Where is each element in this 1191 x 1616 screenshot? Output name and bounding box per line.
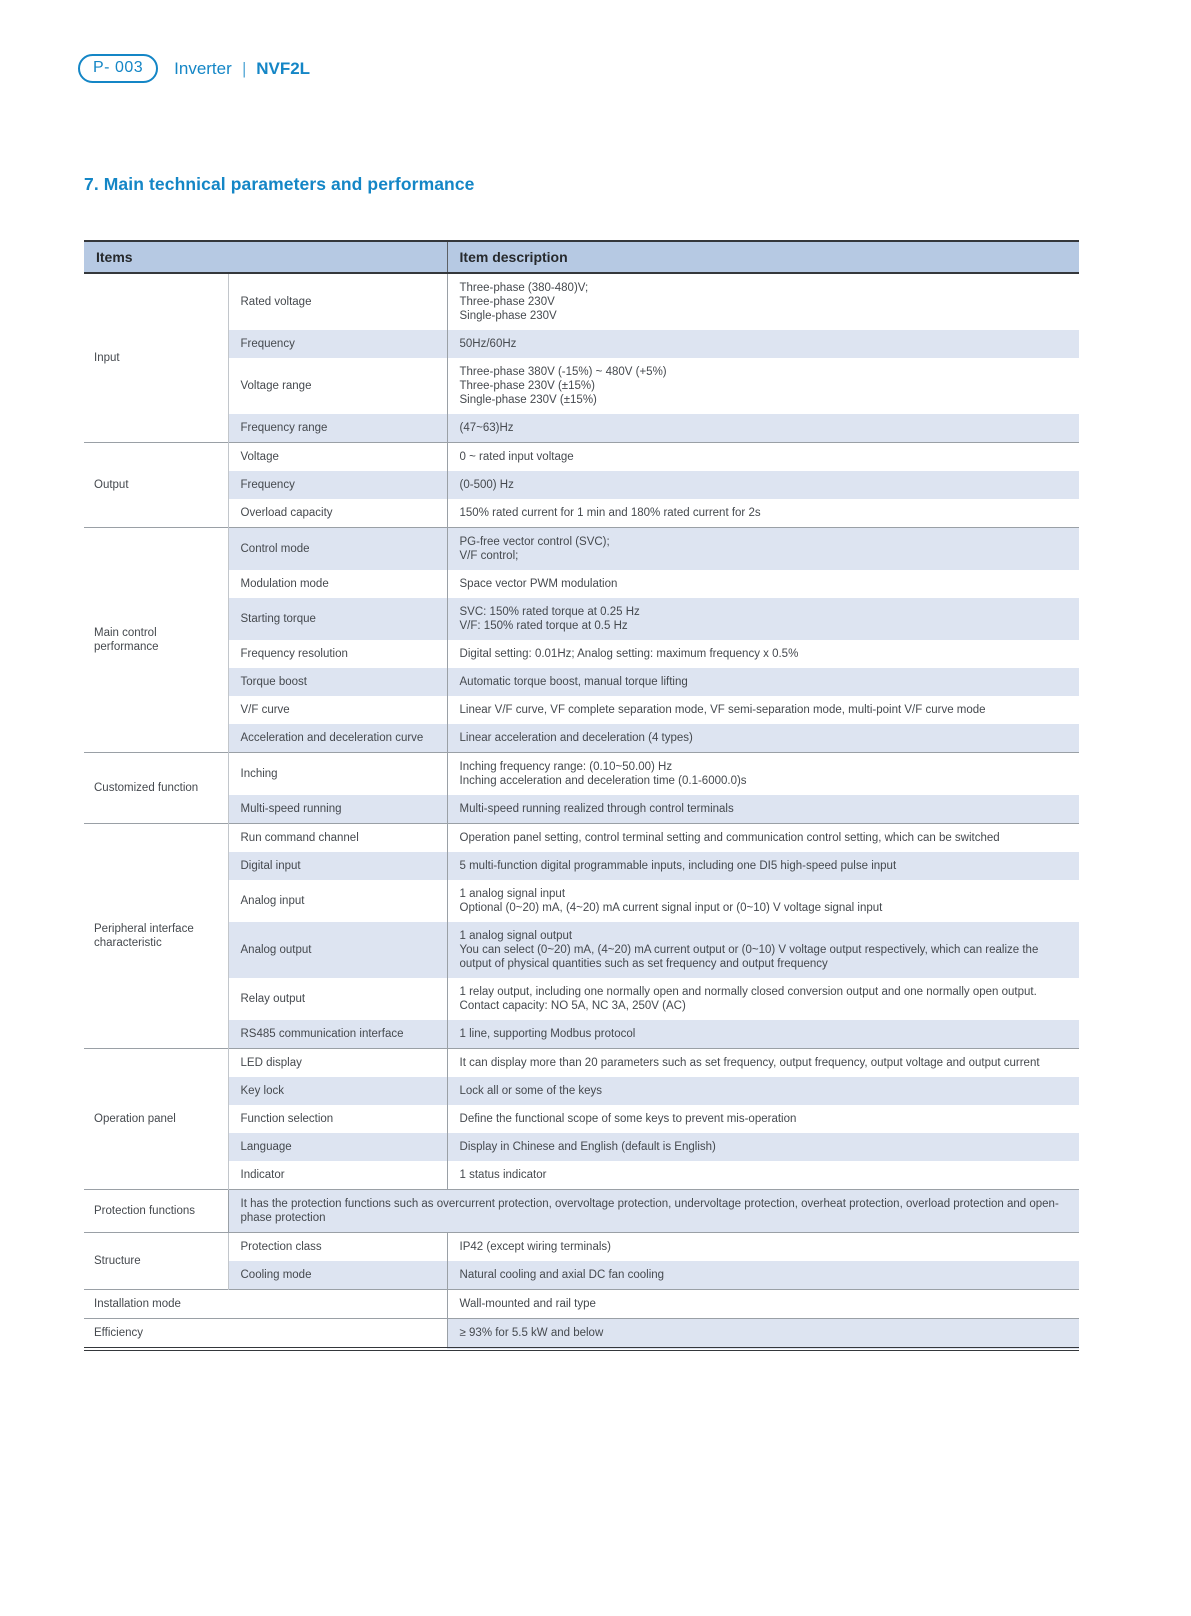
description-line: Contact capacity: NO 5A, NC 3A, 250V (AC) xyxy=(459,1000,686,1012)
spec-item: Analog output xyxy=(228,922,447,978)
page-header xyxy=(78,54,310,83)
table-row xyxy=(84,922,1079,978)
description-line: ≥ 93% for 5.5 kW and below xyxy=(459,1327,604,1339)
table-row xyxy=(84,724,1079,753)
description-line: Digital setting: 0.01Hz; Analog setting: maximum frequency x 0.5% xyxy=(459,648,799,660)
description-line: Inching acceleration and deceleration time (0.1-6000.0)s xyxy=(459,775,747,787)
description-line: Define the functional scope of some keys to prevent mis-operation xyxy=(459,1113,797,1125)
spec-description xyxy=(447,1105,1079,1133)
product-breadcrumb xyxy=(174,59,310,79)
spec-description xyxy=(447,273,1079,330)
spec-description xyxy=(447,922,1079,978)
description-line: 1 status indicator xyxy=(459,1169,547,1181)
group-label: Structure xyxy=(84,1233,228,1290)
description-line: Operation panel setting, control terminal setting and communication control setting, which can be switched xyxy=(459,832,1000,844)
description-line: PG-free vector control (SVC); xyxy=(459,536,610,548)
description-line: Three-phase 230V xyxy=(459,296,555,308)
table-row xyxy=(84,753,1079,796)
table-row xyxy=(84,528,1079,571)
description-line: (0-500) Hz xyxy=(459,479,514,491)
separator-bar: | xyxy=(242,58,246,78)
section-title: 7. Main technical parameters and performance xyxy=(84,174,475,194)
description-line: V/F control; xyxy=(459,550,519,562)
description-line: Natural cooling and axial DC fan cooling xyxy=(459,1269,665,1281)
spec-item: Language xyxy=(228,1133,447,1161)
table-row xyxy=(84,1261,1079,1290)
table-row xyxy=(84,443,1079,472)
spec-item: Modulation mode xyxy=(228,570,447,598)
spec-item: Torque boost xyxy=(228,668,447,696)
spec-item: Run command channel xyxy=(228,824,447,853)
spec-description xyxy=(447,724,1079,753)
spec-description xyxy=(447,1261,1079,1290)
product-model: NVF2L xyxy=(256,58,311,78)
description-line: Space vector PWM modulation xyxy=(459,578,618,590)
spec-item: Cooling mode xyxy=(228,1261,447,1290)
spec-item: Acceleration and deceleration curve xyxy=(228,724,447,753)
spec-item: RS485 communication interface xyxy=(228,1020,447,1049)
description-line: Three-phase (380-480)V; xyxy=(459,282,589,294)
spec-description xyxy=(447,795,1079,824)
table-row xyxy=(84,1233,1079,1262)
table-header-row xyxy=(84,241,1079,273)
spec-description xyxy=(447,1161,1079,1190)
description-line: IP42 (except wiring terminals) xyxy=(459,1241,611,1253)
group-label: Output xyxy=(84,443,228,528)
product-category: Inverter xyxy=(174,58,232,78)
description-line: SVC: 150% rated torque at 0.25 Hz xyxy=(459,606,640,618)
page-number-badge: P- 003 xyxy=(78,54,158,83)
description-line: Single-phase 230V (±15%) xyxy=(459,394,597,406)
description-line: Lock all or some of the keys xyxy=(459,1085,603,1097)
spec-item: Control mode xyxy=(228,528,447,571)
spec-description xyxy=(447,880,1079,922)
spec-description xyxy=(447,1020,1079,1049)
spec-item: Overload capacity xyxy=(228,499,447,528)
spec-description xyxy=(447,471,1079,499)
spec-table xyxy=(84,240,1079,1351)
group-label: Customized function xyxy=(84,753,228,824)
description-line: (47~63)Hz xyxy=(459,422,514,434)
spec-description xyxy=(447,443,1079,472)
spec-description xyxy=(447,499,1079,528)
table-row xyxy=(84,598,1079,640)
description-line: 150% rated current for 1 min and 180% rated current for 2s xyxy=(459,507,761,519)
description-line: Three-phase 230V (±15%) xyxy=(459,380,595,392)
description-column-header: Item description xyxy=(447,241,1079,273)
description-line: Display in Chinese and English (default is English) xyxy=(459,1141,716,1153)
description-line: Inching frequency range: (0.10~50.00) Hz xyxy=(459,761,673,773)
description-line: 1 relay output, including one normally open and normally closed conversion output and one normally open output. xyxy=(459,986,1037,998)
table-row xyxy=(84,668,1079,696)
description-line: It can display more than 20 parameters such as set frequency, output frequency, output voltage and output current xyxy=(459,1057,1040,1069)
spec-item: Function selection xyxy=(228,1105,447,1133)
table-row xyxy=(84,1190,1079,1233)
description-line: Linear acceleration and deceleration (4 types) xyxy=(459,732,693,744)
table-row xyxy=(84,1105,1079,1133)
table-row xyxy=(84,570,1079,598)
group-label: Efficiency xyxy=(84,1319,447,1350)
spec-description xyxy=(447,1133,1079,1161)
group-label: Installation mode xyxy=(84,1290,447,1319)
description-line: Linear V/F curve, VF complete separation mode, VF semi-separation mode, multi-point V/F curve mode xyxy=(459,704,986,716)
spec-item: LED display xyxy=(228,1049,447,1078)
table-row xyxy=(84,880,1079,922)
table-row xyxy=(84,1049,1079,1078)
spec-table-body xyxy=(84,273,1079,1349)
description-line: Single-phase 230V xyxy=(459,310,557,322)
description-line: 5 multi-function digital programmable inputs, including one DI5 high-speed pulse input xyxy=(459,860,897,872)
table-row xyxy=(84,824,1079,853)
description-line: You can select (0~20) mA, (4~20) mA current output or (0~10) V voltage output respectively, which can realize the output of physical quantities such as set frequency and output frequency xyxy=(459,944,1039,970)
spec-description xyxy=(447,598,1079,640)
description-line: 1 analog signal input xyxy=(459,888,566,900)
table-row xyxy=(84,1319,1079,1350)
description-line: Optional (0~20) mA, (4~20) mA current signal input or (0~10) V voltage signal input xyxy=(459,902,883,914)
description-line: V/F: 150% rated torque at 0.5 Hz xyxy=(459,620,628,632)
spec-item: Digital input xyxy=(228,852,447,880)
spec-description xyxy=(447,570,1079,598)
description-line: 1 line, supporting Modbus protocol xyxy=(459,1028,636,1040)
spec-item: Frequency xyxy=(228,471,447,499)
spec-description xyxy=(447,1233,1079,1262)
group-label: Peripheral interface characteristic xyxy=(84,824,228,1049)
group-label: Input xyxy=(84,273,228,443)
spec-item: V/F curve xyxy=(228,696,447,724)
spec-description xyxy=(447,528,1079,571)
table-row xyxy=(84,696,1079,724)
table-row xyxy=(84,1290,1079,1319)
table-row xyxy=(84,795,1079,824)
description-line: 1 analog signal output xyxy=(459,930,573,942)
spec-description xyxy=(447,1319,1079,1350)
spec-item: Rated voltage xyxy=(228,273,447,330)
description-line: Multi-speed running realized through control terminals xyxy=(459,803,734,815)
spec-item: Multi-speed running xyxy=(228,795,447,824)
table-row xyxy=(84,852,1079,880)
spec-item: Frequency resolution xyxy=(228,640,447,668)
spec-item: Analog input xyxy=(228,880,447,922)
description-line: Wall-mounted and rail type xyxy=(459,1298,596,1310)
table-row xyxy=(84,1133,1079,1161)
spec-item: Frequency xyxy=(228,330,447,358)
spec-description xyxy=(228,1190,1079,1233)
table-row xyxy=(84,978,1079,1020)
description-line: It has the protection functions such as overcurrent protection, overvoltage protection, undervoltage protection, overheat protection, overload protection and open-phase protection xyxy=(240,1198,1059,1224)
spec-description xyxy=(447,330,1079,358)
spec-item: Inching xyxy=(228,753,447,796)
description-line: Automatic torque boost, manual torque lifting xyxy=(459,676,688,688)
spec-description xyxy=(447,753,1079,796)
table-row xyxy=(84,640,1079,668)
spec-description xyxy=(447,668,1079,696)
table-row xyxy=(84,1077,1079,1105)
group-label: Protection functions xyxy=(84,1190,228,1233)
spec-description xyxy=(447,640,1079,668)
spec-item: Key lock xyxy=(228,1077,447,1105)
table-row xyxy=(84,499,1079,528)
spec-description xyxy=(447,696,1079,724)
description-line: 50Hz/60Hz xyxy=(459,338,517,350)
spec-item: Relay output xyxy=(228,978,447,1020)
spec-description xyxy=(447,358,1079,414)
group-label: Operation panel xyxy=(84,1049,228,1190)
spec-description xyxy=(447,414,1079,443)
table-row xyxy=(84,1161,1079,1190)
spec-description xyxy=(447,1049,1079,1078)
spec-description xyxy=(447,1290,1079,1319)
spec-description xyxy=(447,978,1079,1020)
table-row xyxy=(84,330,1079,358)
table-row xyxy=(84,414,1079,443)
spec-item: Voltage xyxy=(228,443,447,472)
spec-item: Protection class xyxy=(228,1233,447,1262)
spec-item: Frequency range xyxy=(228,414,447,443)
table-row xyxy=(84,1020,1079,1049)
spec-item: Voltage range xyxy=(228,358,447,414)
table-row xyxy=(84,273,1079,330)
spec-item: Indicator xyxy=(228,1161,447,1190)
spec-table-container xyxy=(84,240,1079,1351)
table-row xyxy=(84,358,1079,414)
spec-description xyxy=(447,1077,1079,1105)
description-line: 0 ~ rated input voltage xyxy=(459,451,574,463)
items-column-header: Items xyxy=(84,241,447,273)
spec-description xyxy=(447,824,1079,853)
table-row xyxy=(84,471,1079,499)
spec-item: Starting torque xyxy=(228,598,447,640)
description-line: Three-phase 380V (-15%) ~ 480V (+5%) xyxy=(459,366,667,378)
spec-description xyxy=(447,852,1079,880)
group-label: Main control performance xyxy=(84,528,228,753)
